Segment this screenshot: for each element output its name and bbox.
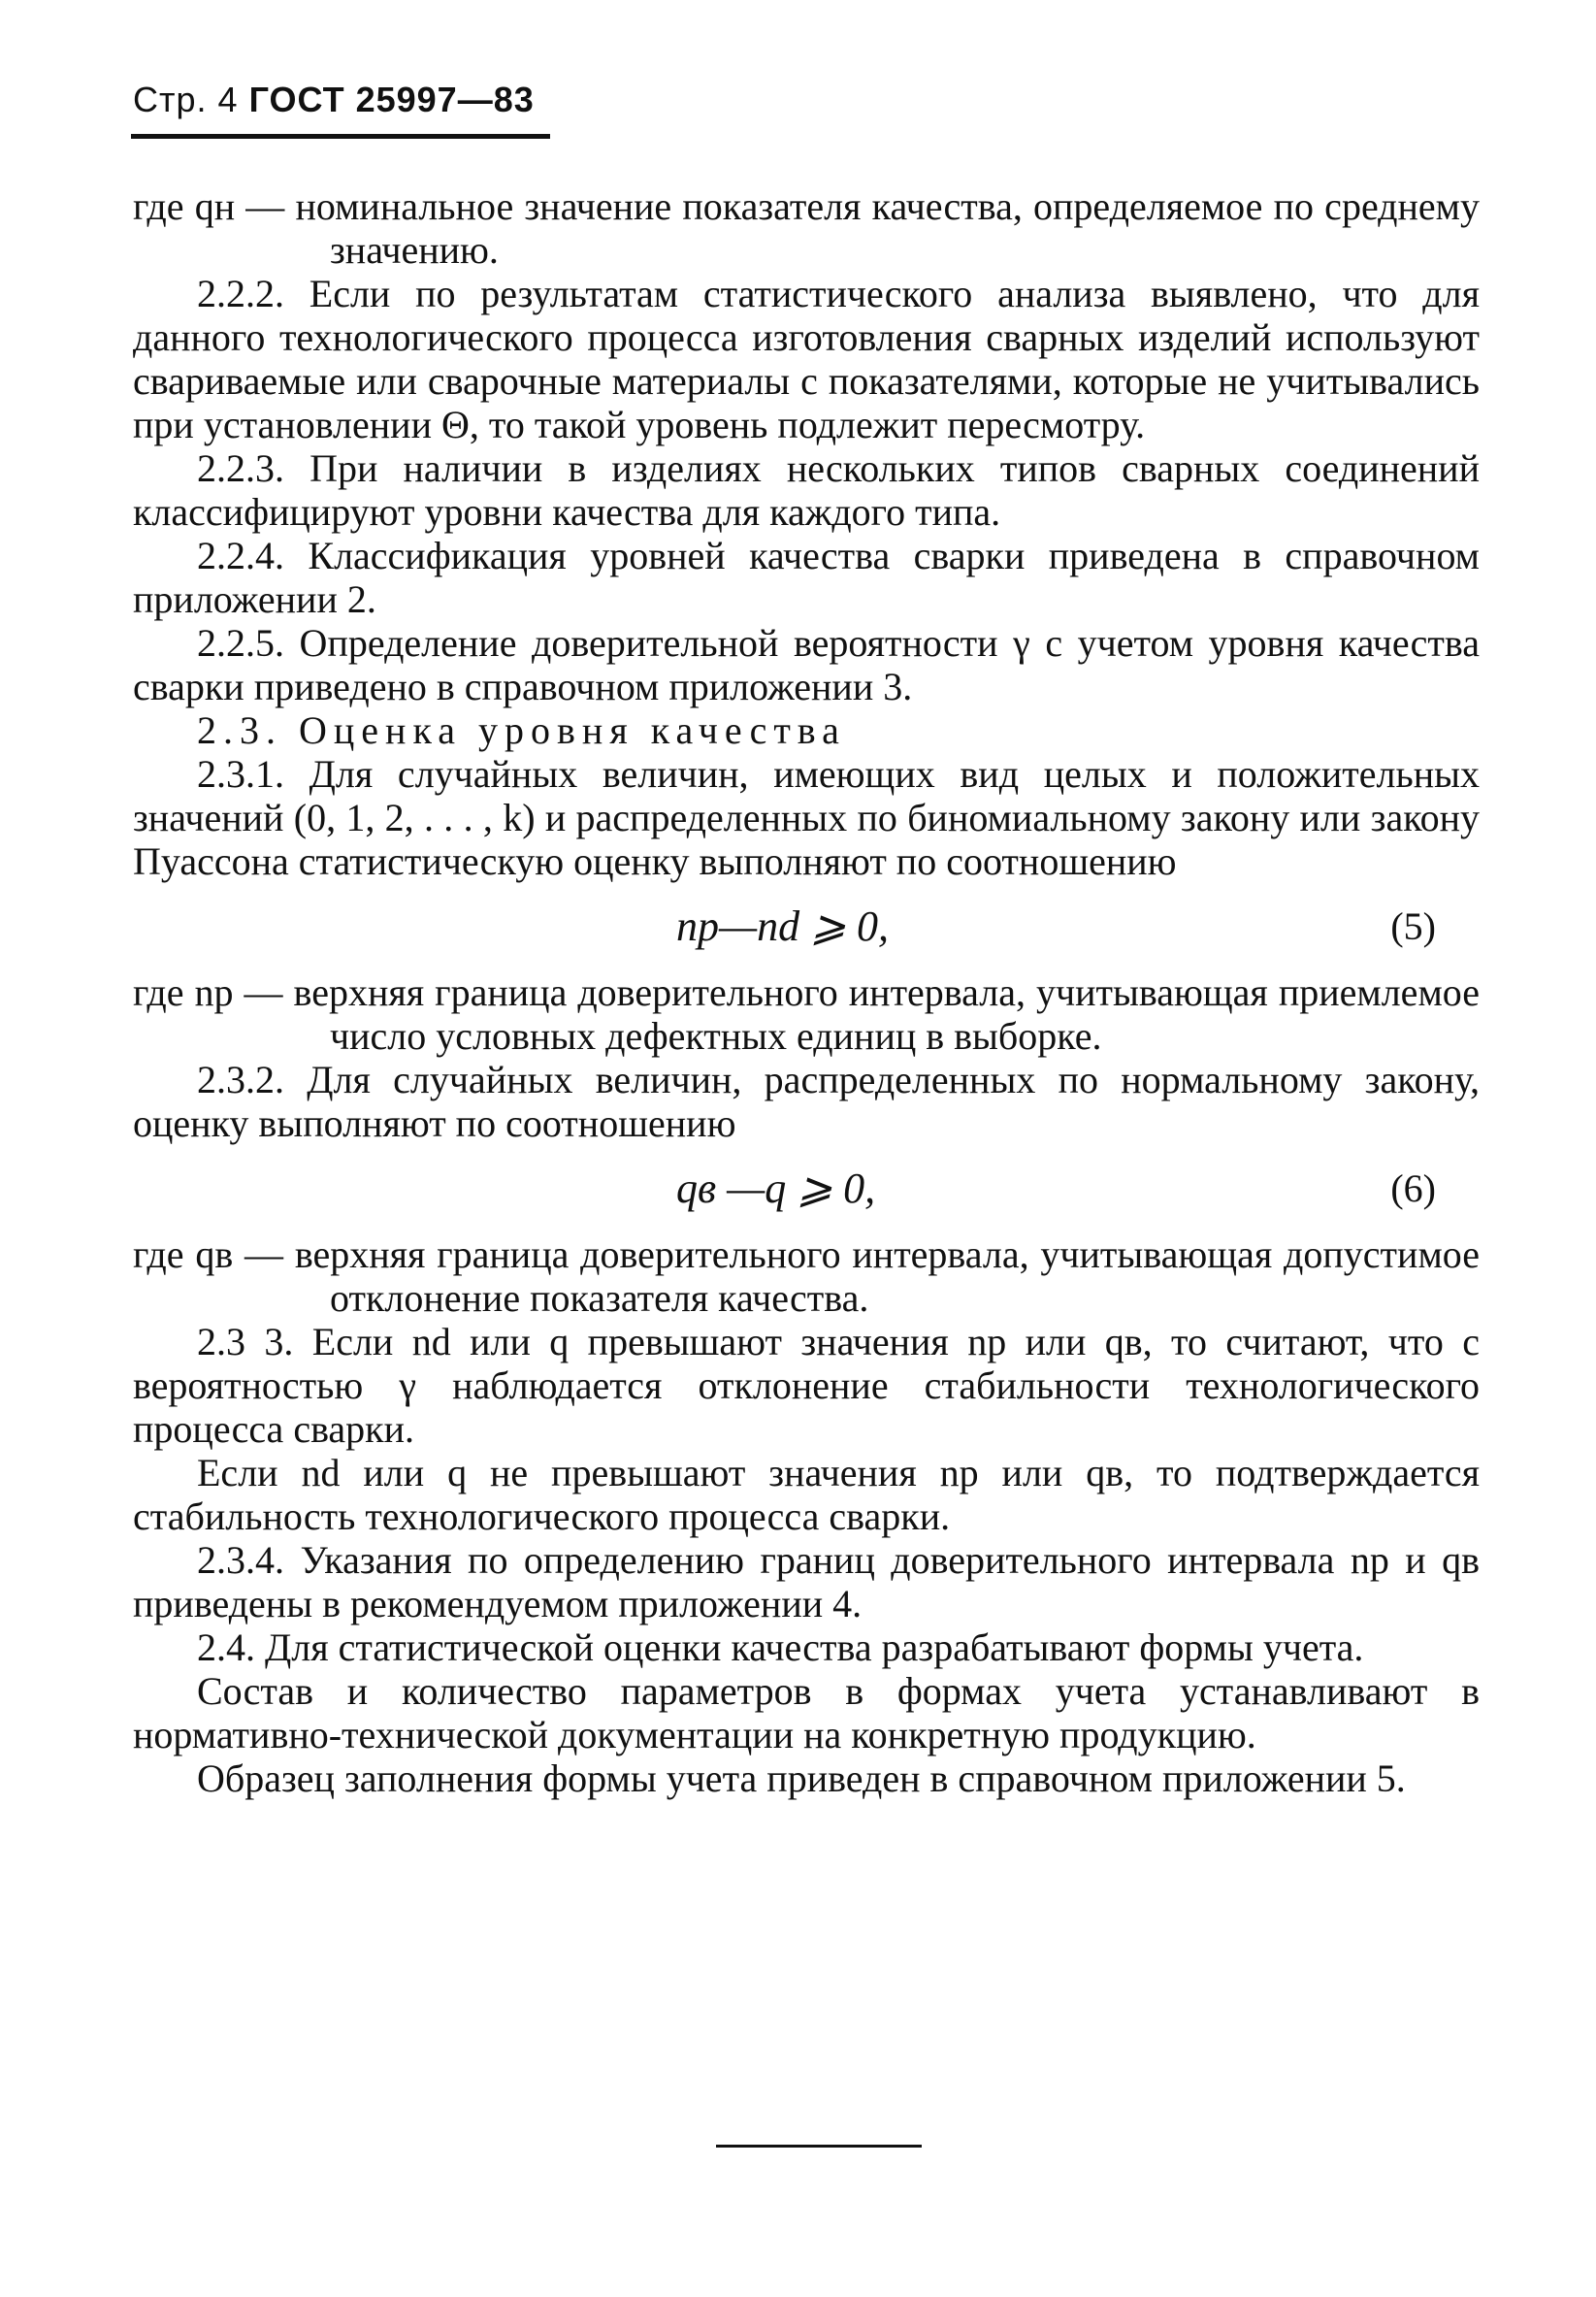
page-header [133, 80, 535, 120]
body-text [133, 184, 1480, 1800]
formula-6-number: (6) [1390, 1166, 1436, 1210]
paragraph-2-3-4: 2.3.4. Указания по определению границ доверительного интервала np и qв приведены в рекомендуемом приложении 4. [133, 1538, 1480, 1625]
end-divider [716, 2145, 922, 2148]
paragraph-form-sample: Образец заполнения формы учета приведен в справочном приложении 5. [197, 1756, 1406, 1800]
formula-5-number: (5) [1390, 904, 1436, 948]
paragraph-qv-definition: где qв — верхняя граница доверительного интервала, учитывающая допустимое отклонение показателя качества. [133, 1232, 1480, 1320]
paragraph-2-4: 2.4. Для статистической оценки качества разрабатывают формы учета. [197, 1625, 1364, 1669]
paragraph-2-2-4: 2.2.4. Классификация уровней качества сварки приведена в справочном приложении 2. [133, 534, 1480, 621]
page-number: Стр. 4 [133, 80, 239, 119]
formula-6 [133, 1145, 1480, 1232]
section-heading-2-3: 2.3. Оценка уровня качества [197, 708, 846, 752]
formula-5-expression: np—nd ⩾ 0, [676, 902, 889, 950]
paragraph-2-2-3: 2.2.3. При наличии в изделиях нескольких типов сварных соединений классифицируют уровни качества для каждого типа. [133, 446, 1480, 534]
paragraph-stability-confirmed: Если nd или q не превышают значения np или qв, то подтверждается стабильность технологического процесса сварки. [133, 1451, 1480, 1538]
header-divider [131, 134, 550, 139]
paragraph-qn-definition: где qн — номинальное значение показателя качества, определяемое по среднему значению. [133, 184, 1480, 272]
paragraph-np-definition: где np — верхняя граница доверительного интервала, учитывающая приемлемое число условных дефектных единиц в выборке. [133, 970, 1480, 1058]
standard-code: ГОСТ 25997—83 [248, 80, 535, 119]
paragraph-forms-composition: Состав и количество параметров в формах учета устанавливают в нормативно-технической документации на конкретную продукцию. [133, 1669, 1480, 1756]
paragraph-2-3-2: 2.3.2. Для случайных величин, распределенных по нормальному закону, оценку выполняют по соотношению [133, 1058, 1480, 1145]
formula-6-expression: qв —q ⩾ 0, [676, 1165, 876, 1212]
formula-5 [133, 883, 1480, 970]
paragraph-2-2-2: 2.2.2. Если по результатам статистического анализа выявлено, что для данного технологического процесса изготовления сварных изделий используют свариваемые или сварочные материалы с показателями, которые не учитывались при установлении Θ, то такой уровень подлежит пересмотру. [133, 272, 1480, 446]
paragraph-2-3-1: 2.3.1. Для случайных величин, имеющих вид целых и положительных значений (0, 1, 2, . . . , k) и распределенных по биномиальному закону или закону Пуассона статистическую оценку выполняют по соотношению [133, 752, 1480, 883]
paragraph-2-2-5: 2.2.5. Определение доверительной вероятности γ с учетом уровня качества сварки приведено в справочном приложении 3. [133, 621, 1480, 708]
paragraph-2-3-3: 2.3 3. Если nd или q превышают значения np или qв, то считают, что с вероятностью γ наблюдается отклонение стабильности технологического процесса сварки. [133, 1320, 1480, 1451]
